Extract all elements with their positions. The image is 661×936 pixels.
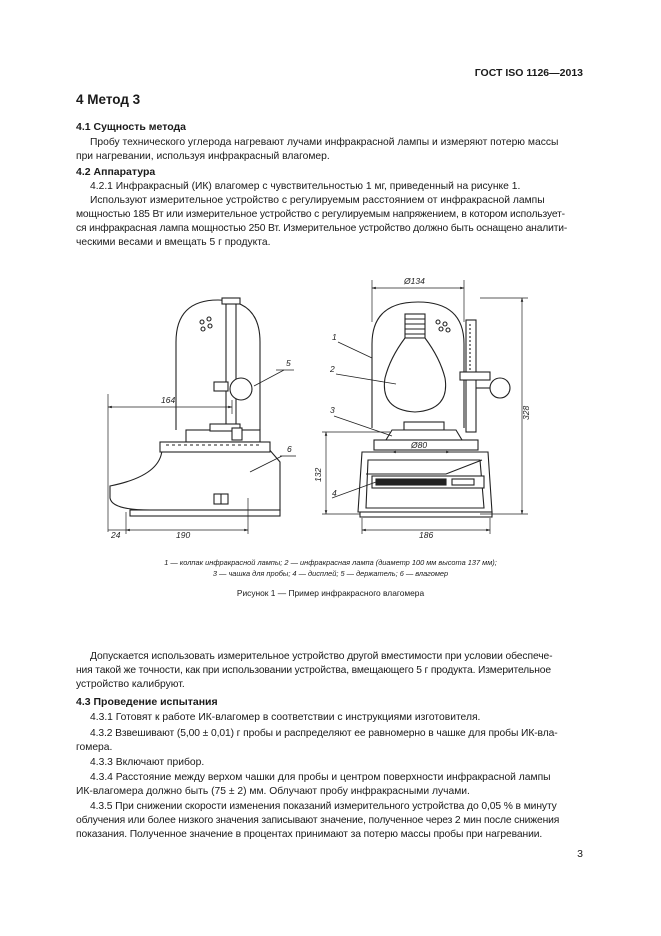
standard-header: ГОСТ ISO 1126—2013 [474,67,583,79]
after-text-line-1: Допускается использовать измерительное устройство другой вместимости при условии обеспече- [90,651,553,662]
dim-164: 164 [161,395,176,405]
s432-line-2: гомера. [76,742,113,753]
dim-d80: Ø80 [411,440,428,450]
callout-3: 3 [330,405,335,415]
section-4-3-title: 4.3 Проведение испытания [76,696,218,708]
s421-line-2: Используют измерительное устройство с регулируемым расстоянием от инфракрасной лампы [90,195,545,206]
after-text-line-3: устройство калибруют. [76,679,185,690]
dim-24: 24 [111,530,121,540]
s435-line-3: показания. Полученное значение в процентах принимают за потерю массы пробы при нагревании. [76,829,543,840]
s434-line-2: ИК-влагомера должно быть (75 ± 2) мм. Облучают пробу инфракрасными лучами. [76,786,470,797]
callout-4: 4 [332,488,337,498]
figure-title: Рисунок 1 — Пример инфракрасного влагомера [236,588,425,598]
infrared-moisture-meter-figure [0,262,661,552]
figure-legend-line-1: 1 — колпак инфракрасной лампы; 2 — инфракрасная лампа (диаметр 100 мм высота 137 мм); [164,558,497,567]
left-view-drawing [108,298,296,534]
s421-line-4: ся инфракрасная лампа мощностью 250 Вт. Измерительное устройство должно быть оснащено аналити- [76,223,568,234]
callout-6: 6 [287,444,292,454]
section-4-1-title: 4.1 Сущность метода [76,121,187,133]
s41-text-line-2: при нагревании, используя инфракрасный влагомер. [76,151,330,162]
s421-line-1: 4.2.1 Инфракрасный (ИК) влагомер с чувствительностью 1 мг, приведенный на рисунке 1. [90,181,521,192]
s435-line-2: облучения или более низкого значения записывают значение, полученное через 2 мин после снижения [76,815,560,826]
callout-5: 5 [286,358,291,368]
s41-text-line-1: Пробу технического углерода нагревают лучами инфракрасной лампы и измеряют потерю массы [90,137,559,148]
figure-legend-line-2: 3 — чашка для пробы; 4 — дисплей; 5 — держатель; 6 — влагомер [212,569,449,578]
s434-line-1: 4.3.4 Расстояние между верхом чашки для пробы и центром поверхности инфракрасной лампы [90,772,551,783]
dim-132: 132 [313,467,323,482]
dim-186: 186 [419,530,434,540]
callout-1: 1 [332,332,337,342]
dim-d134: Ø134 [404,276,425,286]
s433-line: 4.3.3 Включают прибор. [90,757,205,768]
callout-2: 2 [330,364,335,374]
after-text-line-2: ния такой же точности, как при использовании устройства, вмещающего 5 г продукта. Измерительное [76,665,551,676]
s421-line-3: мощностью 185 Вт или измерительное устройство с регулируемым напряжением, в котором использует- [76,209,565,220]
dim-328: 328 [521,405,531,420]
section-4-title: 4 Метод 3 [76,92,141,107]
s435-line-1: 4.3.5 При снижении скорости изменения показаний измерительного устройства до 0,05 % в минуту [90,801,557,812]
s431-line: 4.3.1 Готовят к работе ИК-влагомер в соответствии с инструкциями изготовителя. [90,712,481,723]
page-number: 3 [577,848,583,860]
s421-line-5: ческими весами и вмещать 5 г продукта. [76,237,271,248]
right-view-drawing [322,280,528,534]
s432-line-1: 4.3.2 Взвешивают (5,00 ± 0,01) г пробы и распределяют ее равномерно в чашке для пробы ИК-вла- [90,728,558,739]
section-4-2-title: 4.2 Аппаратура [76,166,156,178]
dim-190: 190 [176,530,191,540]
